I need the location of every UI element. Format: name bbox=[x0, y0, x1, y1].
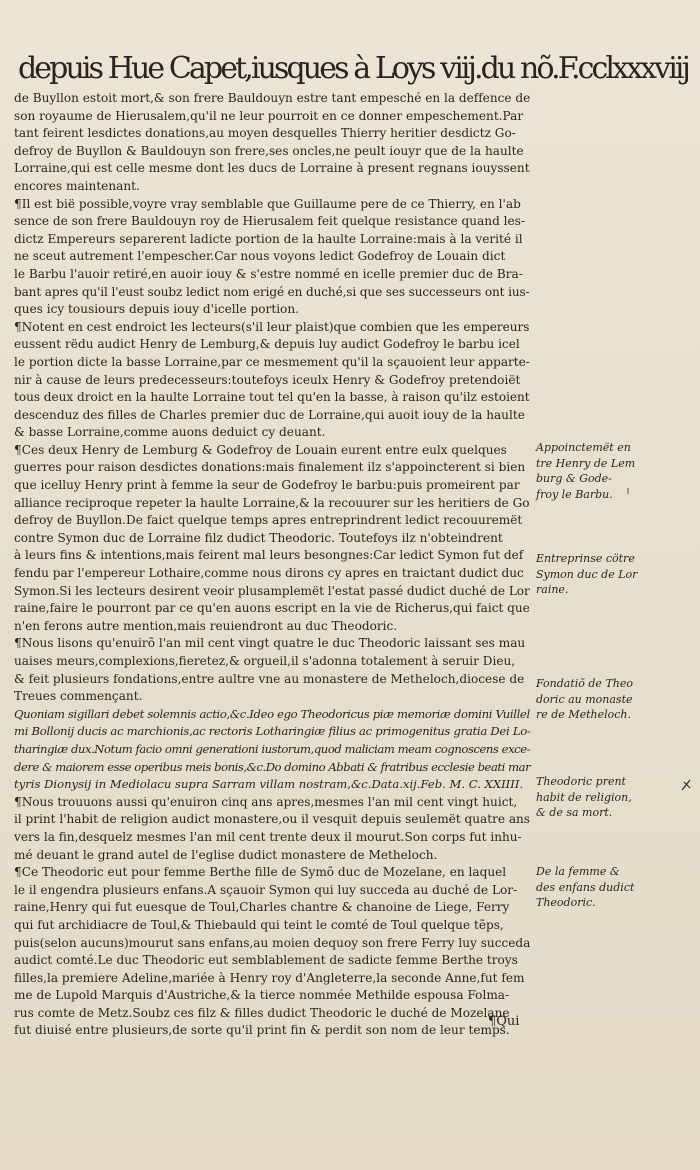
margin-note-line: Entreprinse cötre bbox=[536, 552, 635, 565]
text-line: rus comte de Metz.Soubz ces filz & filles dudict Theodoric le duché de Mozelane bbox=[14, 1005, 510, 1020]
text-line: nir à cause de leurs predecesseurs:toutefoys iceulx Henry & Godefroy pretendoiët bbox=[14, 372, 521, 387]
text-line: de Buyllon estoit mort,& son frere Bauldouyn estre tant empesché en la deffence de bbox=[14, 91, 531, 105]
text-line: uaises meurs,complexions,fieretez,& orgueil,il s'adonna totalement à seruir Dieu, bbox=[14, 654, 516, 668]
text-line: alliance reciproque repeter la haulte Lorraine,& la recouurer sur les heritiers de Go bbox=[14, 495, 530, 510]
text-line: defroy de Buyllon.De faict quelque temps apres entreprindrent ledict recouuremët bbox=[14, 513, 523, 528]
text-line: ne sceut autrement l'empescher.Car nous voyons ledict Godefroy de Louain dict bbox=[14, 249, 506, 264]
margin-note-line: Fondatiõ de Theo bbox=[536, 677, 633, 690]
text-line: defroy de Buyllon & Bauldouyn son frere,ses oncles,ne peult iouyr que de la haulte bbox=[14, 143, 524, 158]
margin-note-line: Symon duc de Lor bbox=[536, 567, 638, 581]
text-line: tharingiæ dux.Notum facio omni generationi iustorum,quod maliciam meam cognoscens exce- bbox=[14, 741, 531, 756]
catchword: ¶Qui bbox=[488, 1014, 520, 1029]
margin-note-line: tre Henry de Lem bbox=[536, 456, 636, 470]
text-line: il print l'habit de religion audict monastere,ou il vesquit depuis seulemët quatre ans bbox=[14, 812, 530, 827]
text-line: filles,la premiere Adeline,mariée à Henry roy d'Angleterre,la seconde Anne,fut fem bbox=[14, 970, 525, 985]
text-line: mé deuant le grand autel de l'eglise dudict monastere de Metheloch. bbox=[14, 847, 438, 862]
text-line: puis(selon aucuns)mourut sans enfans,au moien dequoy son frere Ferry luy succeda bbox=[14, 935, 531, 950]
text-line: le il engendra plusieurs enfans.A sçauoir Symon qui luy succeda au duché de Lor- bbox=[14, 882, 518, 897]
text-line: me de Lupold Marquis d'Austriche,& la tierce nommée Methilde espousa Folma- bbox=[14, 988, 510, 1003]
text-line: raine,faire le pourront par ce qu'en auons escript en la vie de Richerus,qui faict que bbox=[14, 601, 530, 616]
text-line: & feit plusieurs fondations,entre aultre vne au monastere de Metheloch,diocese de bbox=[14, 671, 525, 686]
text-line: audict comté.Le duc Theodoric eut semblablement de sadicte femme Berthe troys bbox=[14, 953, 518, 968]
text-line: tant feirent lesdictes donations,au moyen desquelles Thierry heritier desdictz Go- bbox=[14, 126, 516, 141]
text-line: tous deux droict en la haulte Lorraine tout tel qu'en la basse, à raison qu'ilz estoient bbox=[14, 390, 530, 405]
text-line: son royaume de Hierusalem,qu'il ne leur pourroit en ce donner empeschement.Par bbox=[14, 108, 524, 123]
text-line: descenduz des filles de Charles premier duc de Lorraine,qui auoit iouy de la haulte bbox=[14, 407, 525, 422]
text-line: raine,Henry qui fut euesque de Toul,Charles chantre & chanoine de Liege, Ferry bbox=[14, 900, 510, 915]
text-line: eussent rëdu audict Henry de Lemburg,& depuis luy audict Godefroy le barbu icel bbox=[14, 337, 520, 352]
text-line: dere & maiorem esse operibus meis bonis,&c.Do domino Abbati & fratribus ecclesie beati mar bbox=[14, 759, 531, 774]
margin-note-line: raine. bbox=[536, 583, 569, 596]
text-line: Symon.Si les lecteurs desirent veoir plusamplemët l'estat passé dudict duché de Lor bbox=[14, 583, 530, 598]
text-line: ques icy tousiours depuis iouy d'icelle portion. bbox=[14, 302, 299, 317]
margin-note-line: doric au monaste bbox=[536, 692, 633, 706]
text-line: ¶Il est bië possible,voyre vray semblable que Guillaume pere de ce Thierry, en l'ab bbox=[14, 196, 521, 211]
text-line: contre Symon duc de Lorraine filz dudict Theodoric. Toutefoys ilz n'obteindrent bbox=[14, 530, 503, 545]
margin-note-line: De la femme & bbox=[536, 865, 620, 878]
text-line: ¶Ces deux Henry de Lemburg & Godefroy de Louain eurent entre eulx quelques bbox=[14, 442, 507, 457]
text-line: bant apres qu'il l'eust soubz ledict nom erigé en duché,si que ses successeurs ont ius- bbox=[14, 284, 530, 299]
text-line: que icelluy Henry print à femme la seur de Godefroy le barbu:puis promeirent par bbox=[14, 478, 520, 493]
text-line: Quoniam sigillari debet solemnis actio,&c.Ideo ego Theodoricus piæ memoriæ domini Vuillel bbox=[14, 706, 530, 721]
running-title: depuis Hue Capet,iusques à Loys viij.du nõ.F.cclxxxviij bbox=[18, 51, 688, 86]
margin-note-line: burg & Gode- bbox=[536, 472, 612, 485]
text-line: Treues commençant. bbox=[14, 689, 143, 704]
margin-note-line: re de Metheloch. bbox=[536, 708, 631, 721]
text-line: n'en ferons autre mention,mais reuiendront au duc Theodoric. bbox=[14, 618, 398, 633]
text-line: vers la fin,desquelz mesmes l'an mil cent trente deux il mourut.Son corps fut inhu- bbox=[14, 829, 522, 844]
text-line: le Barbu l'auoir retiré,en auoir iouy & s'estre nommé en icelle premier duc de Bra- bbox=[14, 266, 523, 281]
text-line: sence de son frere Bauldouyn roy de Hierusalem feit quelque resistance quand les- bbox=[14, 214, 525, 229]
text-line: mi Bollonij ducis ac marchionis,ac rectoris Lotharingiæ filius ac primogenitus gratia Dei Lo- bbox=[14, 724, 531, 739]
text-line: le portion dicte la basse Lorraine,par ce mesmement qu'il la sçauoient leur apparte- bbox=[14, 354, 530, 369]
text-line: ¶Ce Theodoric eut pour femme Berthe fille de Symõ duc de Mozelane, en laquel bbox=[14, 865, 507, 880]
text-line: tyris Dionysij in Mediolacu supra Sarram villam nostram,&c.Data.xij.Feb. M. C. XXIIII. bbox=[14, 777, 524, 792]
margin-note-line: froy le Barbu. bbox=[536, 487, 613, 501]
margin-note-line: Theodoric prent bbox=[536, 775, 626, 788]
margin-note-line: habit de religion, bbox=[536, 790, 632, 804]
margin-note-line: des enfans dudict bbox=[536, 880, 635, 894]
margin-cross-mark bbox=[682, 780, 690, 790]
margin-note-line: Theodoric. bbox=[536, 896, 596, 909]
text-line: dictz Empereurs separerent ladicte portion de la haulte Lorraine:mais à la verité il bbox=[14, 231, 523, 246]
text-line: encores maintenant. bbox=[14, 178, 140, 193]
text-line: & basse Lorraine,comme auons deduict cy deuant. bbox=[14, 425, 326, 440]
text-line: guerres pour raison desdictes donations:mais finalement ilz s'appoincterent si bien bbox=[14, 460, 526, 475]
text-line: fut diuisé entre plusieurs,de sorte qu'il print fin & perdit son nom de leur temps. bbox=[14, 1023, 510, 1038]
margin-note-line: Appoinctemët en bbox=[536, 441, 631, 454]
text-line: ¶Nous trouuons aussi qu'enuiron cinq ans apres,mesmes l'an mil cent vingt huict, bbox=[14, 794, 518, 809]
text-line: Lorraine,qui est celle mesme dont les ducs de Lorraine à present regnans iouyssent bbox=[14, 161, 530, 176]
text-line: fendu par l'empereur Lothaire,comme nous dirons cy apres en traictant dudict duc bbox=[14, 566, 524, 581]
text-line: qui fut archidiacre de Toul,& Thiebauld qui teint le comté de Toul quelque tẽps, bbox=[14, 917, 504, 932]
margin-note-line: & de sa mort. bbox=[536, 806, 613, 819]
text-line: ¶Nous lisons qu'enuirõ l'an mil cent vingt quatre le duc Theodoric laissant ses mau bbox=[14, 636, 526, 651]
text-line: à leurs fins & intentions,mais feirent mal leurs besongnes:Car ledict Symon fut def bbox=[14, 548, 524, 563]
text-line: ¶Notent en cest endroict les lecteurs(s'il leur plaist)que combien que les empereurs bbox=[14, 319, 530, 334]
